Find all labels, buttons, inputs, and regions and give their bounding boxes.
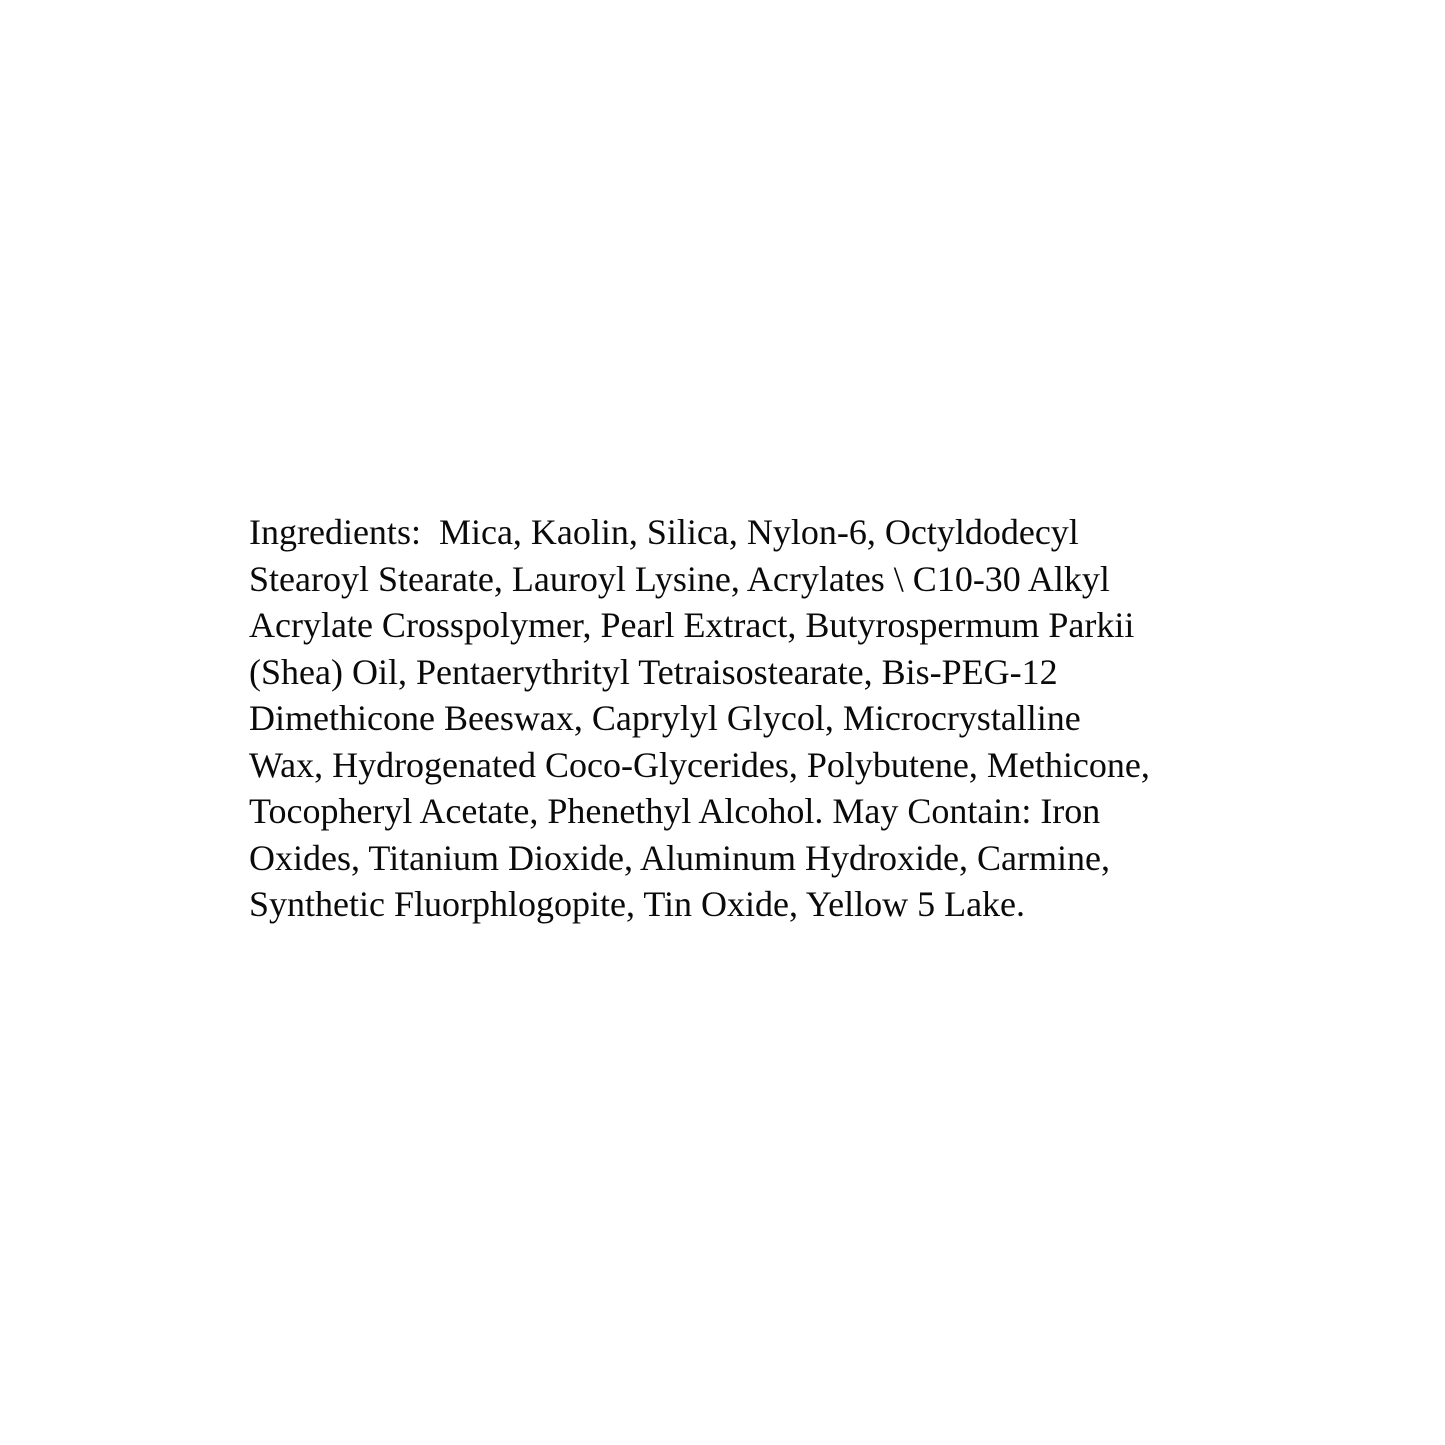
ingredients-line: Oxides, Titanium Dioxide, Aluminum Hydroxide, Carmine, (249, 837, 1110, 878)
ingredients-line: Wax, Hydrogenated Coco-Glycerides, Polybutene, Methicone, (249, 744, 1150, 785)
ingredients-line: Dimethicone Beeswax, Caprylyl Glycol, Microcrystalline (249, 698, 1081, 738)
ingredients-line: Acrylate Crosspolymer, Pearl Extract, Butyrospermum Parkii (249, 605, 1135, 645)
ingredients-line: Stearoyl Stearate, Lauroyl Lysine, Acrylates \ C10-30 Alkyl (249, 558, 1110, 599)
ingredients-paragraph (249, 509, 1259, 928)
ingredients-line: (Shea) Oil, Pentaerythrityl Tetraisostearate, Bis-PEG-12 (249, 651, 1058, 692)
ingredients-line: Synthetic Fluorphlogopite, Tin Oxide, Yellow 5 Lake. (249, 884, 1026, 924)
ingredients-line: Tocopheryl Acetate, Phenethyl Alcohol. May Contain: Iron (249, 791, 1101, 831)
ingredients-line: Ingredients: Mica, Kaolin, Silica, Nylon-6, Octyldodecyl (249, 512, 1079, 552)
